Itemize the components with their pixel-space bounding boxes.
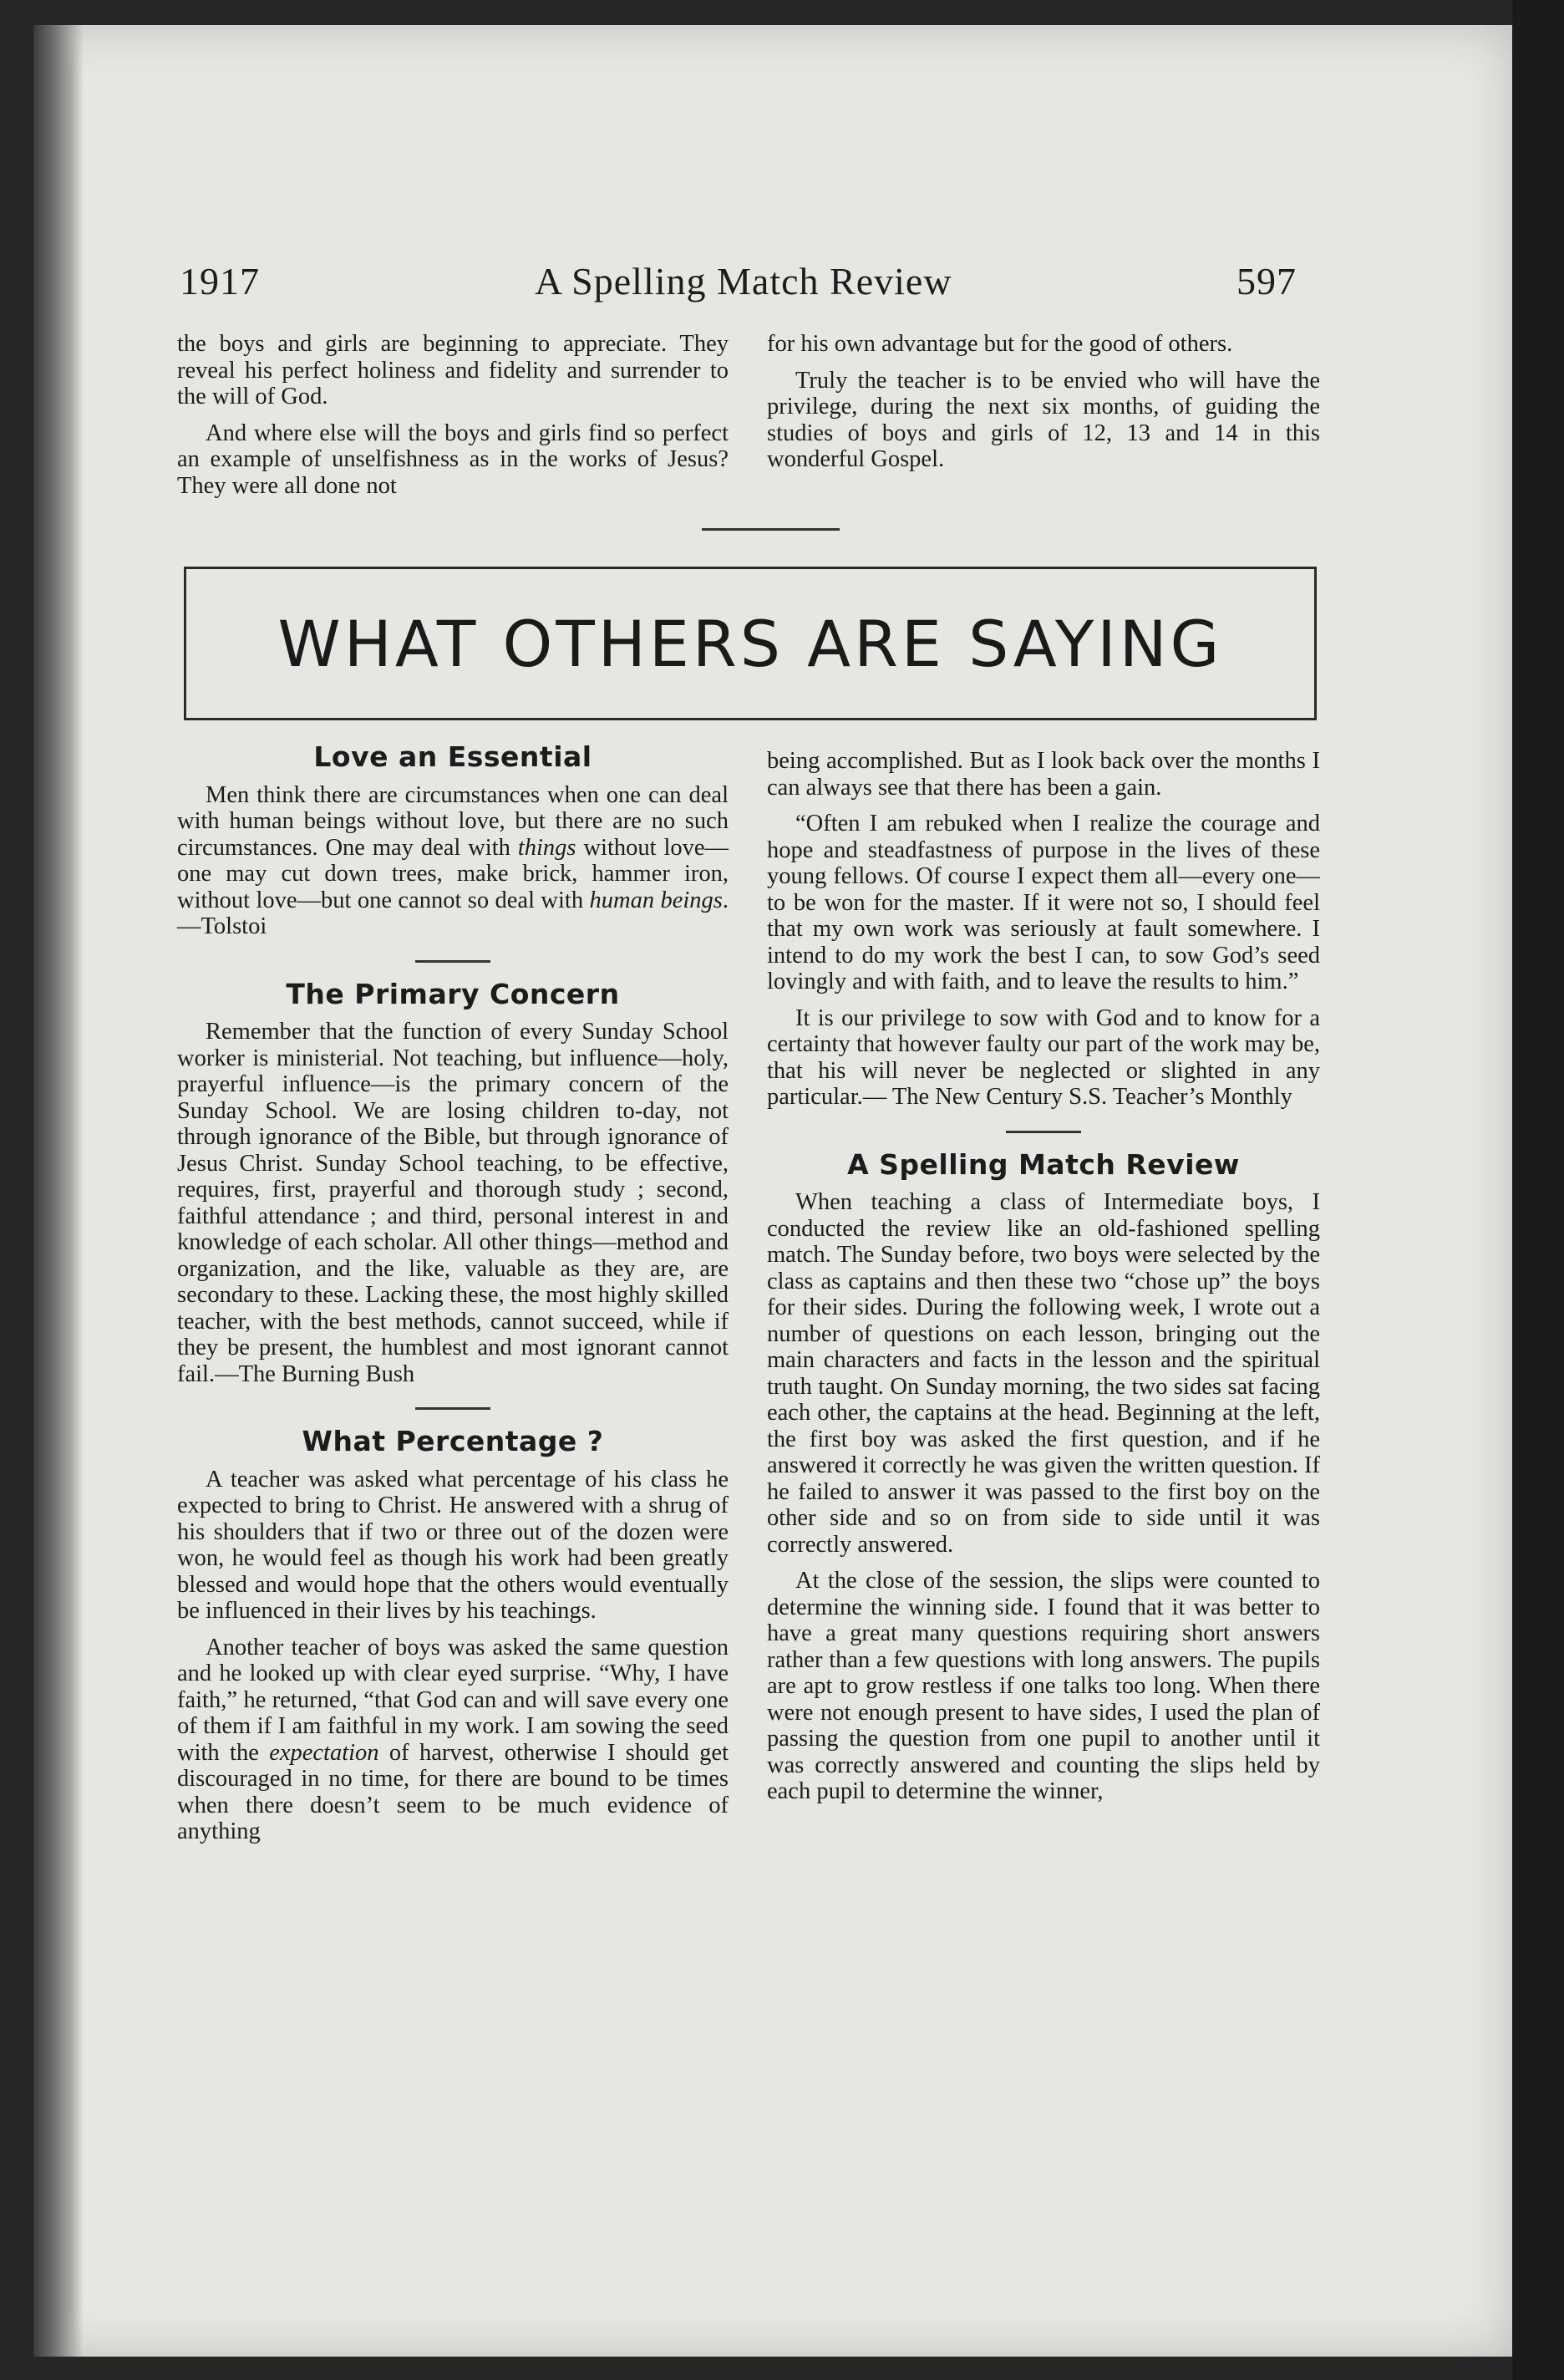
text-run: Another teacher of boys was asked the same question and he looked up with clear eyed surprise. “Why, I have faith,” he returned, “that God can and will save every one of them if I am faithful in my work. I am sowing the seed with the (177, 1634, 729, 1766)
paragraph: A teacher was asked what percentage of his class he expected to bring to Christ. He answered with a shrug of his shoulders that if two or three out of the dozen were won, he would feel as though his work had been greatly blessed and would hope that the others would eventually be influenced in their lives by his teachings. (177, 1466, 729, 1624)
left-column (177, 735, 729, 1855)
paragraph (177, 782, 729, 940)
paragraph: It is our privilege to sow with God and to know for a certainty that however faulty our part of the work may be, that his will never be neglected or slighted in any particular.— The New Century S.S. Teacher’s Monthly (767, 1004, 1320, 1110)
article-divider (415, 960, 490, 963)
continuation-right-column (767, 331, 1320, 483)
article-heading: Love an Essential (313, 740, 592, 773)
continuation-left-column (177, 331, 729, 509)
article-divider (415, 1407, 490, 1410)
paragraph: At the close of the session, the slips were counted to determine the winning side. I found that it was better to have a great many questions requiring short answers rather than a few questions with long answers. The pupils are apt to grow restless if one talks too long. When there were not enough present to have sides, I used the plan of passing the question from one pupil to another until it was correctly answered and counting the slips held by each pupil to determine the winner, (767, 1568, 1320, 1804)
header-year: 1917 (180, 260, 260, 303)
italic-text: things (517, 834, 576, 861)
paragraph: the boys and girls are beginning to appreciate. They reveal his perfect holiness and fidelity and surrender to the will of God. (177, 331, 729, 409)
article-heading: A Spelling Match Review (847, 1147, 1240, 1181)
paragraph: And where else will the boys and girls find so perfect an example of unselfishness as in the works of Jesus? They were all done not (177, 420, 729, 499)
text-run: Men think there are circumstances when one can deal with human beings without love, but there are no such circumstances. One may deal with (177, 781, 729, 861)
paragraph: “Often I am rebuked when I realize the courage and hope and steadfastness of purpose in the lives of these young fellows. Of course I expect them all—every one—to be won for the master. If it were not so, I should feel that my own work was seriously at fault somewhere. I intend to do my work the best I can, to sow God’s seed lovingly and with faith, and to leave the results to him.” (767, 811, 1320, 994)
italic-text: expectation (269, 1739, 379, 1766)
article-heading: What Percentage ? (302, 1425, 604, 1457)
section-divider (702, 528, 840, 531)
text-run: .—Tolstoi (177, 887, 729, 939)
paragraph (177, 1635, 729, 1845)
page-number: 597 (1236, 260, 1297, 303)
article-divider (1006, 1131, 1081, 1133)
paragraph: for his own advantage but for the good of others. (767, 331, 1233, 357)
paragraph: Truly the teacher is to be envied who will have the privilege, during the next six months, of guiding the studies of boys and girls of 12, 13 and 14 in this wonderful Gospel. (767, 367, 1320, 472)
paragraph: being accomplished. But as I look back over the months I can always see that there has been a gain. (767, 748, 1320, 801)
paragraph: Remember that the function of every Sunday School worker is ministerial. Not teaching, but influence—holy, prayerful influence—is the primary concern of the Sunday School. We are losing children to-day, not through ignorance of the Bible, but through ignorance of Jesus Christ. Sunday School teaching, to be effective, requires, first, prayerful and thorough study ; second, faithful attendance ; and third, personal interest in and knowledge of each scholar. All other things—method and organization, and the like, valuable as they are, are secondary to these. Lacking these, the most highly skilled teacher, with the best methods, cannot succeed, while if they be present, the humblest and most ignorant cannot fail.—The Burning Bush (177, 1019, 729, 1387)
paragraph: When teaching a class of Intermediate boys, I conducted the review like an old-fashioned spelling match. The Sunday before, two boys were selected by the class as captains and then these two “chose up” the boys for their sides. During the following week, I wrote out a number of questions on each lesson, bringing out the main characters and facts in the lesson and the spiritual truth taught. On Sunday morning, the two sides sat facing each other, the captains at the head. Beginning at the left, the first boy was asked the first question, and if he answered it correctly he was given the written question. If he failed to answer it was passed to the first boy on the other side and so on from side to side until it was correctly answered. (767, 1189, 1320, 1558)
section-banner (184, 567, 1317, 720)
book-spine-shadow (33, 25, 84, 2357)
banner-title: WHAT OTHERS ARE SAYING (277, 606, 1223, 681)
running-title: A Spelling Match Review (535, 260, 952, 303)
scan-border (1512, 0, 1564, 2380)
text-run: of harvest, otherwise I should get discouraged in no time, for there are bound to be times when there doesn’t seem to be much evidence of anything (177, 1739, 729, 1844)
text-run: without love—one may cut down trees, make brick, hammer iron, without love—but one cannot so deal with (177, 834, 729, 913)
right-column (767, 748, 1320, 1815)
article-heading: The Primary Concern (286, 977, 620, 1010)
italic-text: human beings (589, 887, 723, 913)
